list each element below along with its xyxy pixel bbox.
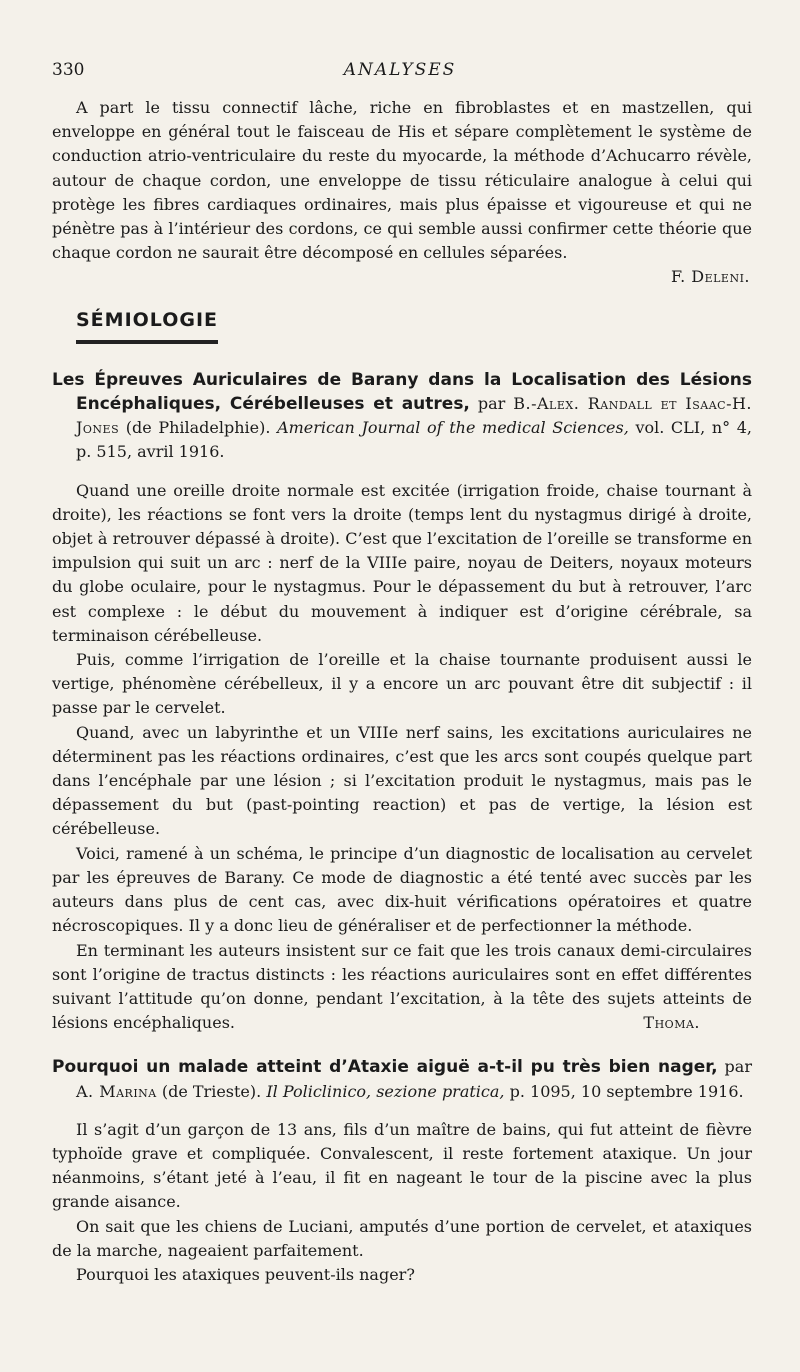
section-heading (52, 308, 752, 344)
article-1-paragraph-text: En terminant les auteurs insistent sur ce fait que les trois canaux demi-circulaires sont l’origine de tractus distincts : les réactions auriculaires sont en effet différentes suivant l’attitude qu’on donne, pendant l’excitation, à la tête des sujets atteints de lésions encéphaliques. (52, 940, 752, 1033)
article-1-place: (de Philadelphie). (125, 418, 271, 438)
article-2-author: A. Marina (76, 1081, 157, 1101)
article-2-heading (52, 1055, 752, 1103)
article-1-paragraph: Quand une oreille droite normale est excitée (irrigation froide, chaise tournant à droite), les réactions se font vers la droite (temps lent du nystagmus dirigé à droite, objet à retrouver dépassé à droite). C’est que l’excitation de l’oreille se transforme en impulsion qui suit un arc : nerf de la VIIIe paire, noyau de Deiters, noyaux moteurs du globe oculaire, pour le nystagmus. Pour le dépassement du but à retrouver, l’arc est complexe : le début du mouvement à indiquer est d’origine cérébrale, sa terminaison cérébelleuse. (52, 480, 752, 645)
article-1-by: par (477, 394, 506, 414)
article-1-reference: vol. CLI, n° 4, p. 515, avril 1916. (76, 418, 753, 462)
spacer (52, 1104, 752, 1118)
page-header (52, 60, 748, 86)
article-1-paragraph: Voici, ramené à un schéma, le principe d’un diagnostic de localisation au cervelet par les épreuves de Barany. Ce mode de diagnostic a été tenté avec succès par les auteurs dans plus de cent cas, avec dix-huit vérifications opératoires et quatre nécroscopiques. Il y a donc lieu de généraliser et de perfectionner la méthode. (52, 843, 752, 936)
article-1-title: Les Épreuves Auriculaires de Barany dans la Localisation des Lésions Encéphaliques, Cérébelleuses et autres, (52, 369, 752, 415)
article-1-paragraph (52, 939, 752, 1036)
article-1-paragraph: Quand, avec un labyrinthe et un VIIIe nerf sains, les excitations auriculaires ne déterminent pas les réactions ordinaires, c’est que les arcs sont coupés quelque part dans l’encéphale par une lésion ; si l’excitation produit le nystagmus, mais pas le dépassement du but (past-pointing reaction) et pas de vertige, la lésion est cérébelleuse. (52, 722, 752, 839)
article-2-paragraph: On sait que les chiens de Luciani, amputés d’une portion de cervelet, et ataxiques de la marche, nageaient parfaitement. (52, 1216, 752, 1260)
article-2-paragraph: Pourquoi les ataxiques peuvent-ils nager? (76, 1264, 415, 1284)
intro-paragraph: A part le tissu connectif lâche, riche en fibroblastes et en mastzellen, qui enveloppe en général tout le faisceau de His et sépare complètement le système de conduction atrio-ventriculaire du reste du myocarde, la méthode d’Achucarro révèle, autour de chaque cordon, une enveloppe de tissu réticulaire analogue à celui qui protège les fibres cardiaques ordinaires, mais plus épaisse et vigoureuse et qui ne pénètre pas à l’intérieur des cordons, ce qui semble aussi confirmer cette théorie que chaque cordon ne saurait être décomposé en cellules séparées. (52, 98, 752, 263)
running-title: ANALYSES (343, 60, 457, 80)
page-number: 330 (52, 60, 85, 80)
article-2-journal: Il Policlinico, sezione pratica, (266, 1081, 505, 1101)
section-title: SÉMIOLOGIE (76, 308, 219, 331)
spacer (52, 465, 752, 479)
section-underline (76, 340, 218, 344)
article-2-reference: p. 1095, 10 septembre 1916. (509, 1081, 744, 1101)
article-2-place: (de Trieste). (161, 1081, 262, 1101)
intro-signature: F. Deleni. (670, 267, 750, 287)
article-1-journal: American Journal of the medical Sciences, (277, 418, 629, 438)
article-2-paragraph: Il s’agit d’un garçon de 13 ans, fils d’un maître de bains, qui fut atteint de fièvre typhoïde grave et compliquée. Convalescent, il reste fortement ataxique. Un jour néanmoins, s’étant jeté à l’eau, il fit en nageant le tour de la piscine avec la plus grande aisance. (52, 1119, 752, 1212)
spacer (52, 1035, 752, 1049)
article-1-signature: Thoma. (643, 1013, 700, 1033)
article-2-by: par (724, 1057, 752, 1077)
page-body (52, 96, 752, 1287)
article-2-title: Pourquoi un malade atteint d’Ataxie aiguë a-t-il pu très bien nager, (52, 1057, 718, 1078)
article-1-heading (52, 368, 752, 465)
article-1-authors: B.-Alex. Randall et Isaac-H. Jones (76, 394, 753, 438)
article-1-paragraph: Puis, comme l’irrigation de l’oreille et la chaise tournante produisent aussi le vertige, phénomène cérébelleux, il y a encore un arc pouvant être dit subjectif : il passe par le cervelet. (52, 650, 752, 718)
